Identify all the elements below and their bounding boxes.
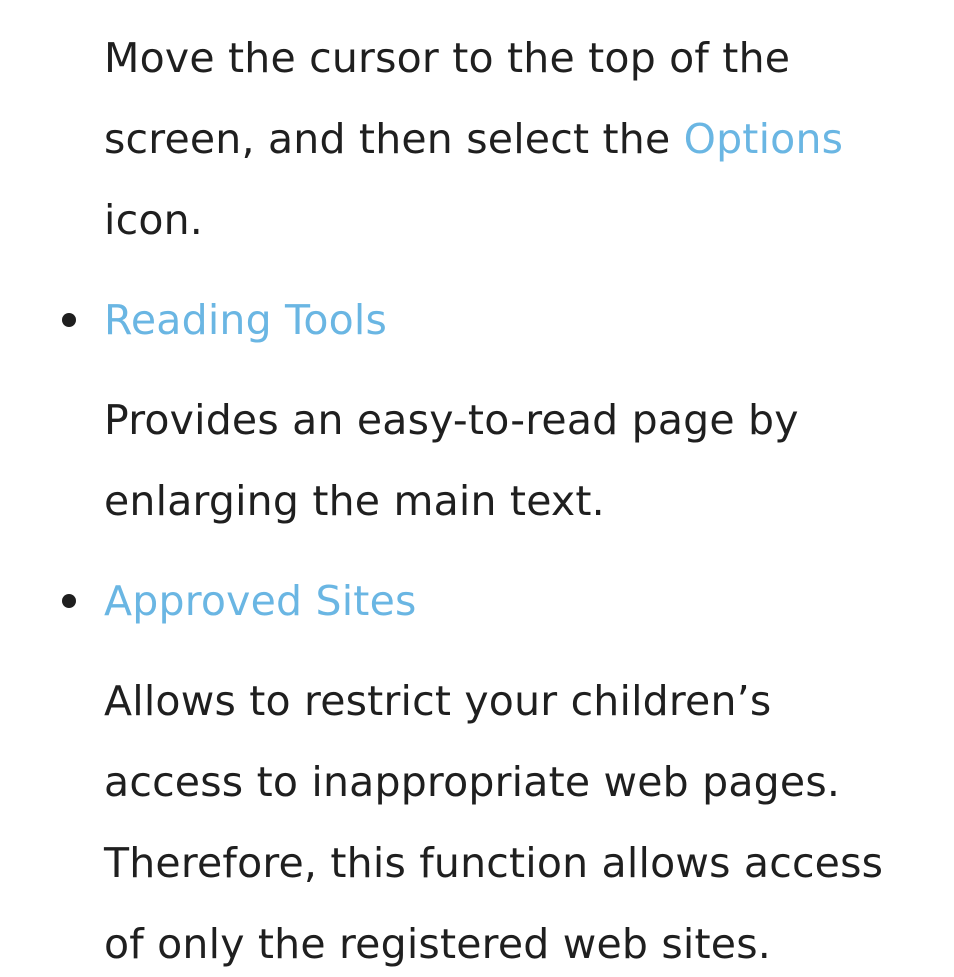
item-description-line: of only the registered web sites. xyxy=(104,920,771,968)
item-title-approved-sites: Approved Sites xyxy=(104,577,417,625)
item-description-line: access to inappropriate web pages. xyxy=(104,758,841,806)
item-description-line: Provides an easy-to-read page by xyxy=(104,396,799,444)
intro-line-1: Move the cursor to the top of the xyxy=(104,34,791,82)
bullet-icon xyxy=(62,594,76,608)
item-description-line: enlarging the main text. xyxy=(104,477,605,525)
options-keyword: Options xyxy=(683,115,844,163)
intro-line-2-text: screen, and then select the xyxy=(104,115,684,163)
item-description-line: Allows to restrict your children’s xyxy=(104,677,772,725)
intro-line-2 xyxy=(104,114,843,164)
item-description-line: Therefore, this function allows access xyxy=(104,839,884,887)
intro-line-3: icon. xyxy=(104,196,204,244)
bullet-icon xyxy=(62,313,76,327)
item-title-reading-tools: Reading Tools xyxy=(104,296,388,344)
